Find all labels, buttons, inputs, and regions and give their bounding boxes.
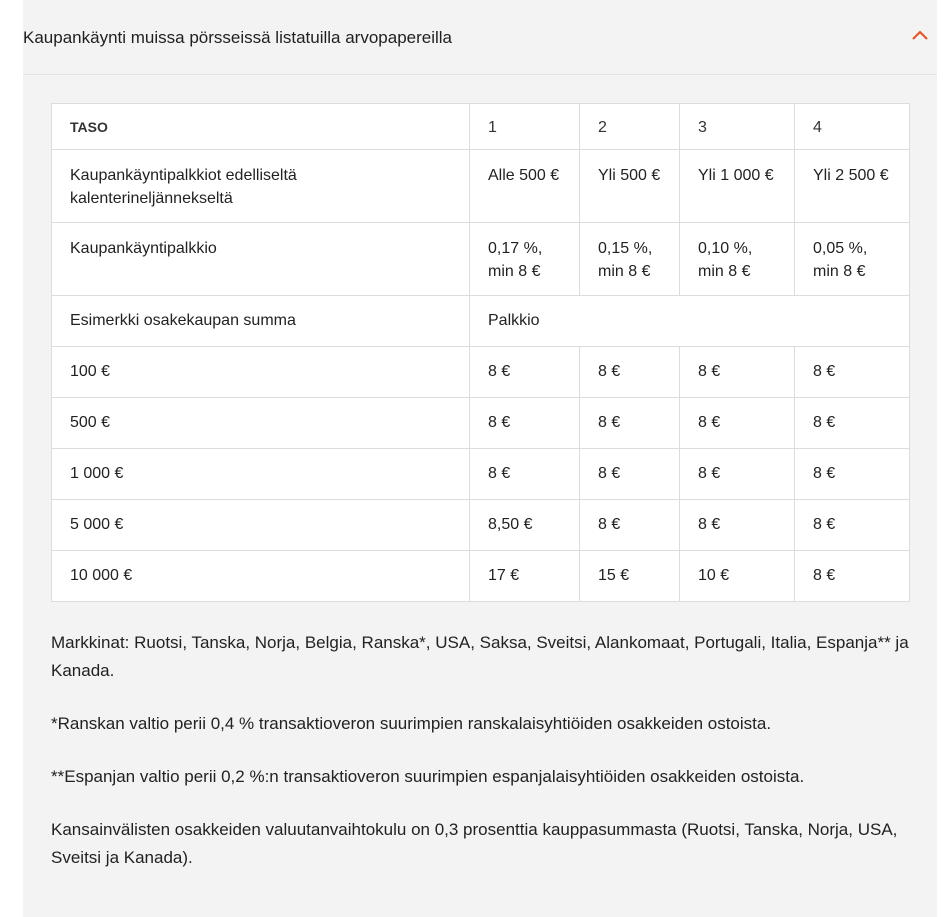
currency-fee-note: Kansainvälisten osakkeiden valuutanvaihtokulu on 0,3 prosenttia kauppasummasta (Ruotsi, Tanska, Norja, USA, Sveitsi ja Kanada). [51, 820, 898, 867]
table-cell: 8 € [470, 398, 580, 449]
table-cell: 8 € [680, 500, 795, 551]
table-cell: 8 € [580, 347, 680, 398]
table-cell: 8 € [580, 449, 680, 500]
row-label: 10 000 € [52, 551, 470, 602]
table-row [52, 449, 910, 500]
table-row [52, 398, 910, 449]
table-cell: 8 € [470, 449, 580, 500]
chevron-up-icon[interactable] [911, 28, 929, 42]
accordion-header[interactable] [23, 0, 937, 75]
notes-section [51, 629, 909, 872]
table-cell: 8 € [795, 551, 910, 602]
table-cell: Yli 1 000 € [680, 150, 795, 223]
row-label: 1 000 € [52, 449, 470, 500]
table-cell: 8 € [580, 398, 680, 449]
table-cell: 15 € [580, 551, 680, 602]
table-header-row [52, 104, 910, 150]
level-header: 4 [795, 104, 910, 150]
accordion-title[interactable]: Kaupankäynti muissa pörsseissä listatuilla arvopapereilla [23, 28, 453, 47]
table-row [52, 296, 910, 347]
row-label: Kaupankäyntipalkkiot edelliseltä kalenterineljännekseltä [52, 150, 470, 223]
table-row [52, 223, 910, 296]
table-cell: 8 € [795, 347, 910, 398]
table-cell: 0,05 %, min 8 € [795, 223, 910, 296]
table-cell: 8 € [470, 347, 580, 398]
table-cell: 0,15 %, min 8 € [580, 223, 680, 296]
fees-accordion [23, 0, 937, 917]
table-cell: 10 € [680, 551, 795, 602]
table-cell: Yli 2 500 € [795, 150, 910, 223]
table-cell: 8,50 € [470, 500, 580, 551]
row-label: 5 000 € [52, 500, 470, 551]
table-cell: 8 € [680, 347, 795, 398]
table-cell: Alle 500 € [470, 150, 580, 223]
row-label: Kaupankäyntipalkkio [52, 223, 470, 296]
markets-note: Markkinat: Ruotsi, Tanska, Norja, Belgia, Ranska*, USA, Saksa, Sveitsi, Alankomaat, Portugali, Italia, Espanja** ja Kanada. [51, 633, 909, 680]
table-cell: 17 € [470, 551, 580, 602]
table-header-label: TASO [52, 104, 470, 150]
table-cell: 0,10 %, min 8 € [680, 223, 795, 296]
table-row [52, 347, 910, 398]
table-row [52, 150, 910, 223]
table-cell: 8 € [580, 500, 680, 551]
fee-table [51, 103, 910, 602]
level-header: 1 [470, 104, 580, 150]
table-row [52, 500, 910, 551]
table-cell: 8 € [795, 449, 910, 500]
level-header: 3 [680, 104, 795, 150]
level-header: 2 [580, 104, 680, 150]
table-cell: 8 € [795, 398, 910, 449]
table-cell: Yli 500 € [580, 150, 680, 223]
row-label: Esimerkki osakekaupan summa [52, 296, 470, 347]
row-label: 100 € [52, 347, 470, 398]
table-cell: 8 € [680, 449, 795, 500]
accordion-body [51, 103, 909, 897]
table-row [52, 551, 910, 602]
table-cell: 8 € [795, 500, 910, 551]
table-cell: 8 € [680, 398, 795, 449]
table-cell: 0,17 %, min 8 € [470, 223, 580, 296]
france-tax-note: *Ranskan valtio perii 0,4 % transaktioveron suurimpien ranskalaisyhtiöiden osakkeiden ostoista. [51, 714, 772, 733]
table-cell: Palkkio [470, 296, 910, 347]
row-label: 500 € [52, 398, 470, 449]
spain-tax-note: **Espanjan valtio perii 0,2 %:n transaktioveron suurimpien espanjalaisyhtiöiden osakkeiden ostoista. [51, 767, 805, 786]
